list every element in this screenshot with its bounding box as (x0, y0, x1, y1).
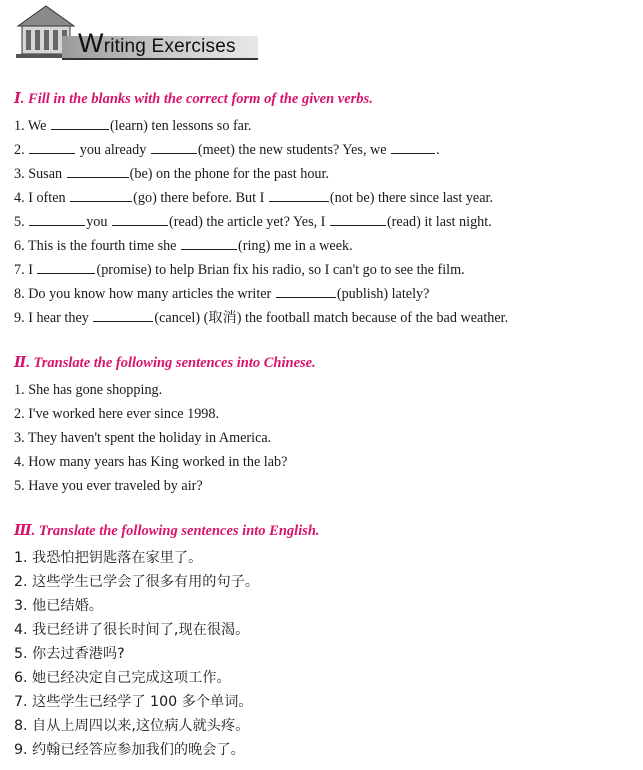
answer-blank[interactable] (151, 139, 197, 154)
list-item: 4. How many years has King worked in the lab? (14, 454, 288, 470)
answer-blank[interactable] (276, 283, 336, 298)
list-item: 2. 这些学生已学会了很多有用的句子。 (14, 574, 260, 590)
header-banner (12, 4, 252, 60)
answer-blank[interactable] (93, 307, 153, 322)
list-item: 1. We (learn) ten lessons so far. (14, 114, 634, 138)
answer-blank[interactable] (112, 211, 168, 226)
list-item: 6. 她已经决定自己完成这项工作。 (14, 670, 231, 686)
section-title: Ⅲ. Translate the following sentences into English. (14, 523, 320, 539)
answer-blank[interactable] (391, 139, 435, 154)
page-title: Writing Exercises (78, 28, 236, 58)
list-item: 2. you already (meet) the new students? Yes, we . (14, 138, 634, 162)
list-item: 3. 他已结婚。 (14, 598, 103, 614)
list-item: 8. Do you know how many articles the writer (publish) lately? (14, 282, 634, 306)
answer-blank[interactable] (67, 163, 129, 178)
section-translate-chinese (14, 354, 634, 498)
list-item: 2. I've worked here ever since 1998. (14, 406, 220, 422)
answer-blank[interactable] (70, 187, 132, 202)
list-item: 9. I hear they (cancel) (取消) the football match because of the bad weather. (14, 306, 634, 330)
answer-blank[interactable] (269, 187, 329, 202)
answer-blank[interactable] (29, 139, 75, 154)
answer-blank[interactable] (37, 259, 95, 274)
list-item: 5. 你去过香港吗? (14, 646, 125, 662)
list-item: 1. 我恐怕把钥匙落在家里了。 (14, 550, 203, 566)
list-item: 7. 这些学生已经学了 100 多个单词。 (14, 694, 253, 710)
answer-blank[interactable] (330, 211, 386, 226)
list-item: 6. This is the fourth time she (ring) me in a week. (14, 234, 634, 258)
list-item: 3. Susan (be) on the phone for the past hour. (14, 162, 634, 186)
list-item: 4. I often (go) there before. But I (not be) there since last year. (14, 186, 634, 210)
section-title: Ⅱ. Translate the following sentences into Chinese. (14, 355, 316, 371)
answer-blank[interactable] (29, 211, 85, 226)
answer-blank[interactable] (51, 115, 109, 130)
list-item: 4. 我已经讲了很长时间了,现在很渴。 (14, 622, 250, 638)
list-item: 3. They haven't spent the holiday in America. (14, 430, 272, 446)
list-item: 5. you (read) the article yet? Yes, I (read) it last night. (14, 210, 634, 234)
list-item: 1. She has gone shopping. (14, 382, 163, 398)
list-item: 9. 约翰已经答应参加我们的晚会了。 (14, 742, 245, 758)
list-item: 7. I (promise) to help Brian fix his radio, so I can't go to see the film. (14, 258, 634, 282)
section-translate-english (14, 522, 634, 762)
section-title: Ⅰ. Fill in the blanks with the correct form of the given verbs. (14, 91, 373, 107)
list-item: 8. 自从上周四以来,这位病人就头疼。 (14, 718, 250, 734)
list-item: 5. Have you ever traveled by air? (14, 478, 203, 494)
answer-blank[interactable] (181, 235, 237, 250)
section-fill-blanks (14, 90, 634, 330)
